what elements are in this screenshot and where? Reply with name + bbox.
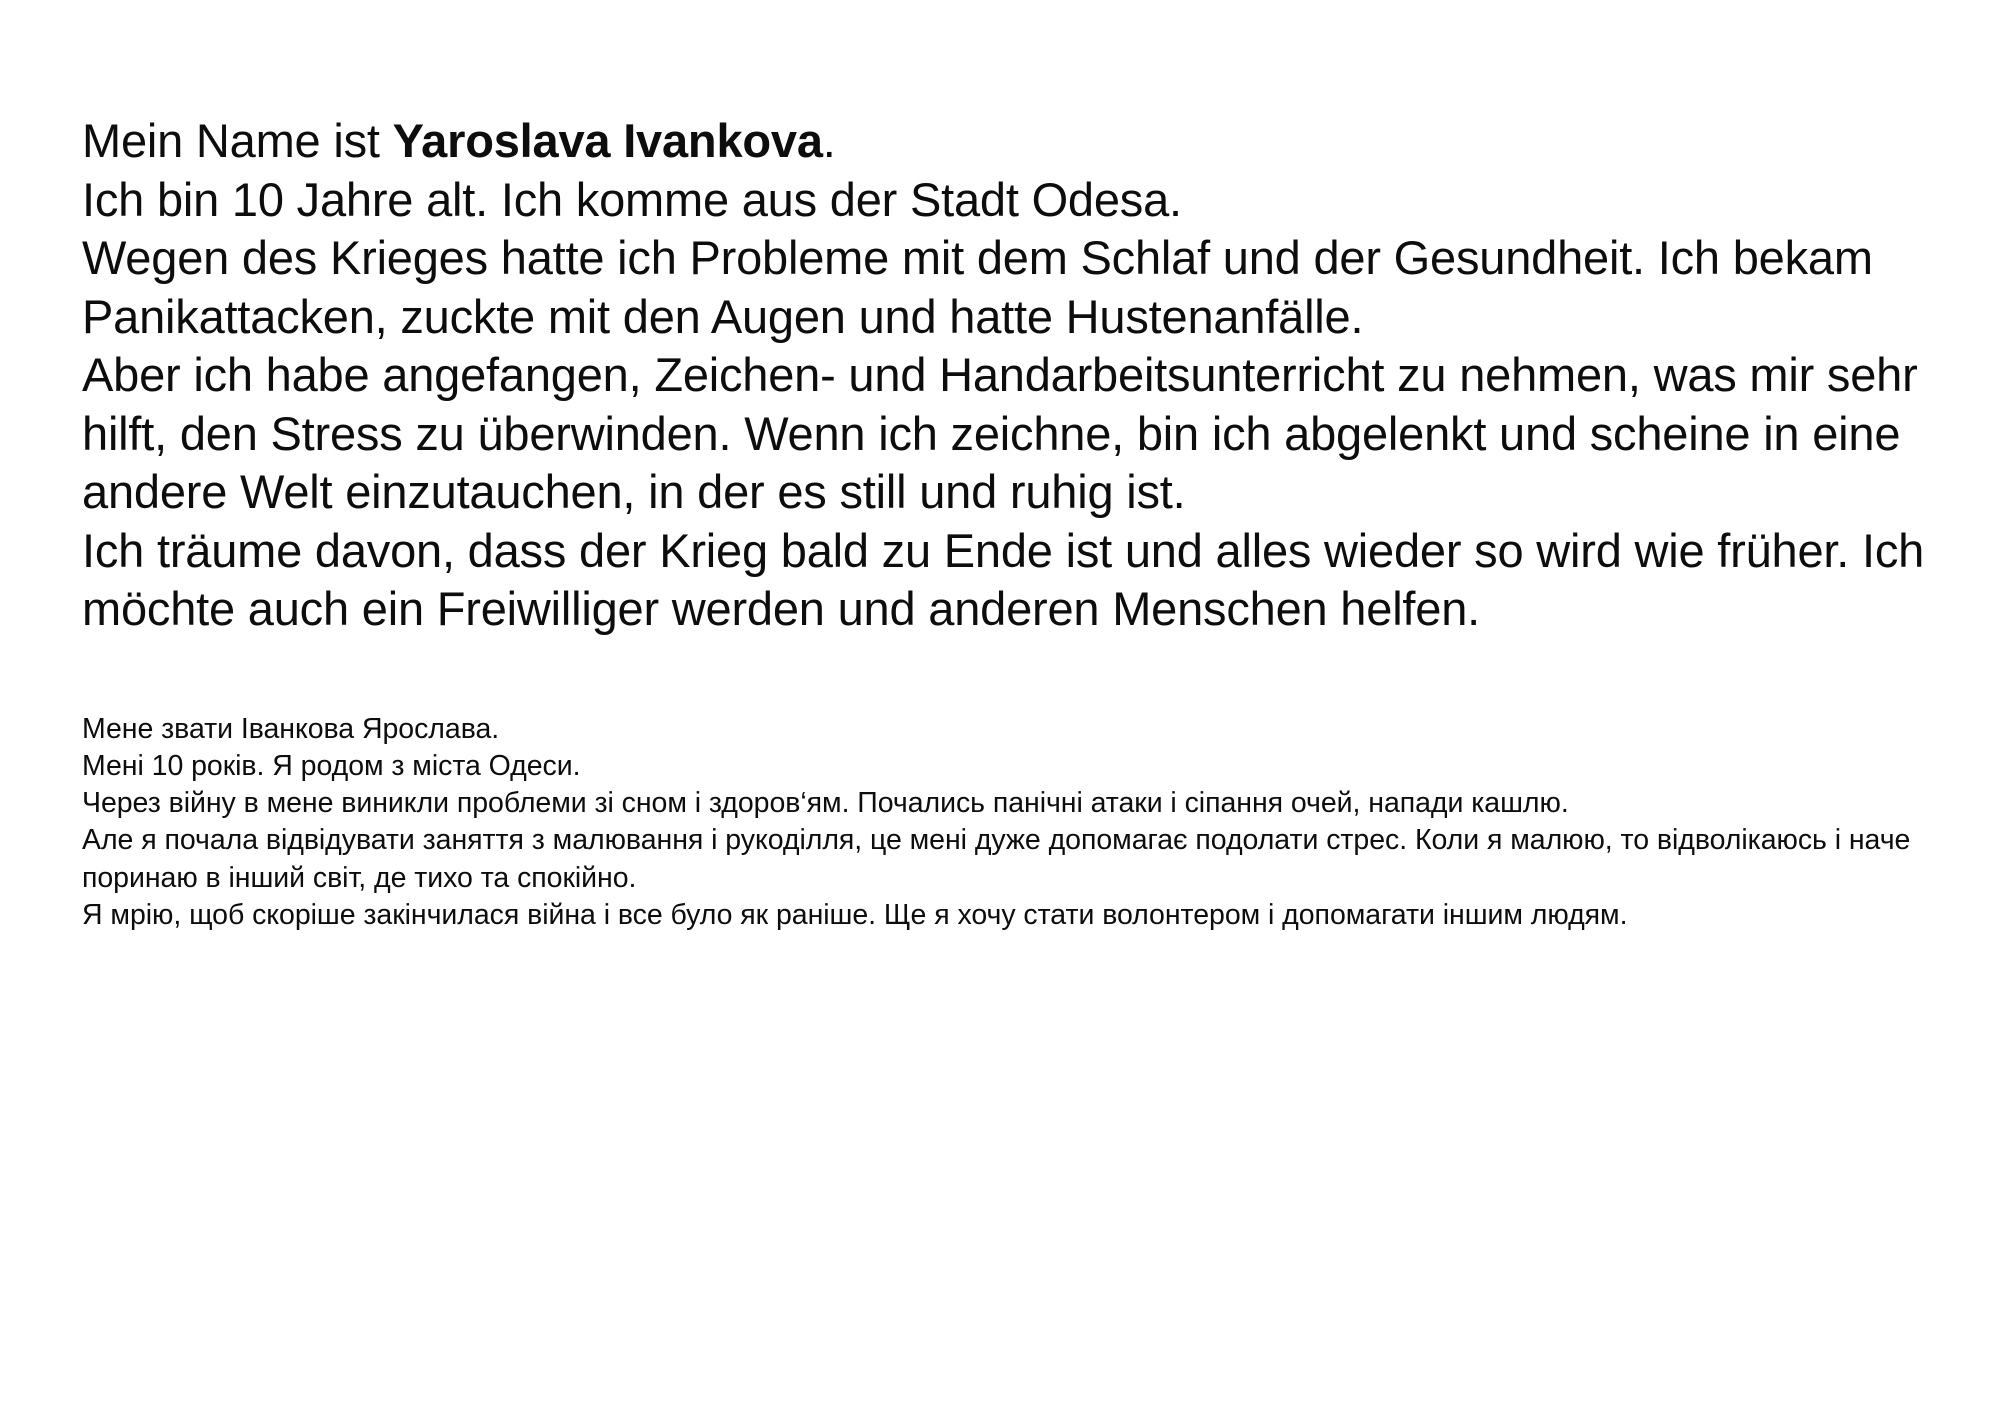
person-name: Yaroslava Ivankova (392, 114, 823, 167)
german-testimony (82, 112, 1940, 639)
ukrainian-line-1: Мене звати Іванкова Ярослава. (82, 712, 500, 745)
german-line-4: Aber ich habe angefangen, Zeichen- und Handarbeitsunterricht zu nehmen, was mir sehr hilft, den Stress zu überwinden. Wenn ich zeichne, bin ich abgelenkt und scheine in eine andere Welt einzutauchen, in der es still und ruhig ist. (82, 348, 1918, 518)
ukrainian-testimony (82, 711, 1922, 935)
german-line-1 (82, 112, 1940, 171)
german-line-3: Wegen des Krieges hatte ich Probleme mit dem Schlaf und der Gesundheit. Ich bekam Panikattacken, zuckte mit den Augen und hatte Hustenanfälle. (82, 231, 1873, 343)
ukrainian-line-4: Але я почала відвідувати заняття з малювання і рукоділля, це мені дуже допомагає подолати стрес. Коли я малюю, то відволікаюсь і наче поринаю в інший світ, де тихо та спокійно. (82, 824, 1911, 894)
ukrainian-line-5: Я мрію, щоб скоріше закінчилася війна і все було як раніше. Ще я хочу стати волонтером і допомагати іншим людям. (82, 899, 1628, 932)
german-line-2: Ich bin 10 Jahre alt. Ich komme aus der Stadt Odesa. (82, 172, 1182, 226)
german-line-5: Ich träume davon, dass der Krieg bald zu Ende ist und alles wieder so wird wie früher. Ich möchte auch ein Freiwilliger werden und anderen Menschen helfen. (82, 523, 1925, 635)
ukrainian-line-2: Мені 10 років. Я родом з міста Одеси. (82, 749, 581, 782)
ukrainian-line-3: Через війну в мене виникли проблеми зі сном і здоров‘ям. Почались панічні атаки і сіпання очей, напади кашлю. (82, 787, 1569, 820)
german-line-1-prefix: Mein Name ist (82, 114, 393, 167)
german-line-1-suffix: . (822, 114, 836, 167)
paragraph-spacer (82, 639, 1940, 711)
